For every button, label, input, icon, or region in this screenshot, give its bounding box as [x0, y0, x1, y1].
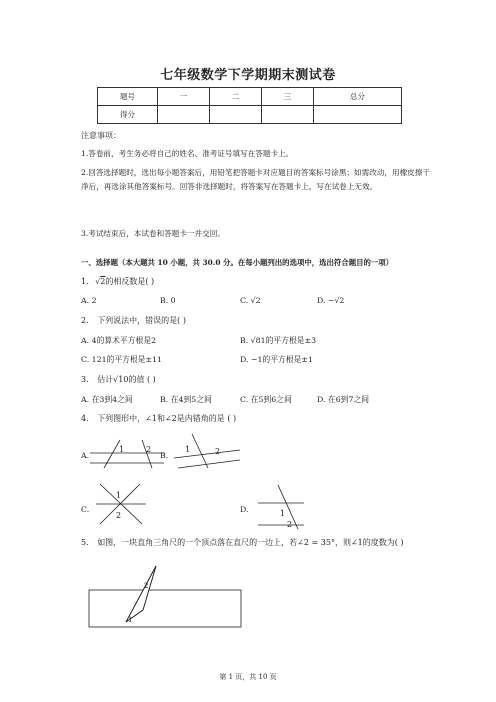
- radical-sign: √: [95, 277, 101, 286]
- angle-label-2: 2: [116, 511, 122, 520]
- question-4: [81, 413, 236, 424]
- angle-label-2: 2: [215, 447, 221, 456]
- figure-line: [174, 450, 240, 458]
- option-c[interactable]: C. 121的平方根是±11: [81, 355, 162, 364]
- figure-line: [104, 440, 120, 468]
- notes-heading: 注意事项：: [81, 131, 121, 140]
- figure-4a: [90, 434, 165, 470]
- angle-label-2: 2: [287, 520, 293, 529]
- question-stem: 的相反数是( ): [105, 277, 155, 286]
- section-heading: 一、选择题（本大题共 10 小题，共 30.0 分。在每小题列出的选项中，选出符合题目的一项）: [81, 258, 394, 267]
- angle-label-1: 1: [119, 445, 125, 454]
- figure-5: [88, 560, 243, 630]
- score-header-cell: 总分: [314, 88, 402, 106]
- option-c[interactable]: C. 在5到6之间: [240, 395, 292, 404]
- score-cell[interactable]: [314, 106, 402, 124]
- question-number: 3.: [81, 375, 89, 384]
- option-d[interactable]: D. −√2: [317, 296, 345, 305]
- angle-label-2: 2: [146, 445, 152, 454]
- question-number: 2.: [81, 316, 89, 325]
- figure-line: [178, 460, 240, 468]
- figure-4c: [96, 480, 146, 528]
- question-1: [81, 276, 154, 287]
- score-table-header-row: [98, 88, 402, 106]
- option-c[interactable]: C.: [81, 505, 90, 514]
- option-b[interactable]: B. √81的平方根是±3: [240, 336, 317, 345]
- option-d[interactable]: D. 在6到7之间: [317, 395, 370, 404]
- question-number: 1.: [81, 277, 89, 286]
- angle-label-1: 1: [280, 509, 286, 518]
- question-number: 5.: [81, 538, 89, 547]
- angle-label-1: 1: [128, 616, 133, 624]
- question-3: [81, 374, 156, 385]
- angle-label-2: 2: [144, 582, 149, 590]
- score-header-cell: 二: [210, 88, 262, 106]
- figure-4b: [172, 432, 242, 470]
- option-d[interactable]: D.: [240, 505, 249, 514]
- option-a[interactable]: A. 2: [81, 296, 97, 305]
- radicand: 2: [100, 277, 106, 286]
- question-stem: 下列说法中，错误的是( ): [97, 316, 186, 325]
- score-cell[interactable]: [262, 106, 314, 124]
- option-a[interactable]: A.: [81, 451, 90, 460]
- score-cell[interactable]: [158, 106, 210, 124]
- option-b[interactable]: B. 在4到5之间: [160, 395, 212, 404]
- option-c[interactable]: C. √2: [240, 296, 261, 305]
- score-header-cell: 三: [262, 88, 314, 106]
- figure-4d: [256, 483, 306, 529]
- option-d[interactable]: D. −1的平方根是±1: [240, 355, 313, 364]
- angle-label-1: 1: [116, 491, 122, 500]
- option-b[interactable]: B. 0: [160, 296, 176, 305]
- question-stem: 下列图形中，∠1和∠2是内错角的是 ( ): [97, 414, 237, 423]
- page-title: 七年级数学下学期期末测试卷: [160, 68, 336, 83]
- figure-line: [192, 434, 208, 468]
- question-stem: 估计√10的值 ( ): [97, 375, 156, 384]
- score-cell[interactable]: [210, 106, 262, 124]
- question-stem: 如图，一块直角三角尺的一个顶点落在直尺的一边上，若∠2 = 35°，则∠1的度数为( ): [97, 538, 404, 547]
- page-footer: 第 1 页，共 10 页: [219, 673, 277, 681]
- note-item: 2.回答选择题时，选出每小题答案后，用铅笔把答题卡对应题目的答案标号涂黑；如需改动，用橡皮擦干净后，再选涂其他答案标号。回答非选择题时，将答案写在答题卡上，写在试卷上无效。: [81, 168, 430, 191]
- figure-line: [126, 566, 156, 622]
- score-table-score-row: [98, 106, 402, 124]
- option-a[interactable]: A. 在3到4之间: [81, 395, 133, 404]
- ruler: [89, 590, 241, 627]
- question-2: [81, 315, 186, 326]
- question-number: 4.: [81, 414, 89, 423]
- option-a[interactable]: A. 4的算术平方根是2: [81, 336, 157, 345]
- option-b[interactable]: B.: [160, 451, 169, 460]
- angle-label-1: 1: [185, 445, 191, 454]
- score-row-label: 得分: [98, 106, 158, 124]
- score-header-cell: 一: [158, 88, 210, 106]
- note-item: 1.答卷前，考生务必将自己的姓名、准考证号填写在答题卡上。: [81, 149, 294, 158]
- question-5: [81, 537, 404, 548]
- note-item: 3.考试结束后，本试卷和答题卡一并交回。: [81, 229, 225, 238]
- score-header-cell: 题号: [98, 88, 158, 106]
- score-table: [97, 87, 402, 124]
